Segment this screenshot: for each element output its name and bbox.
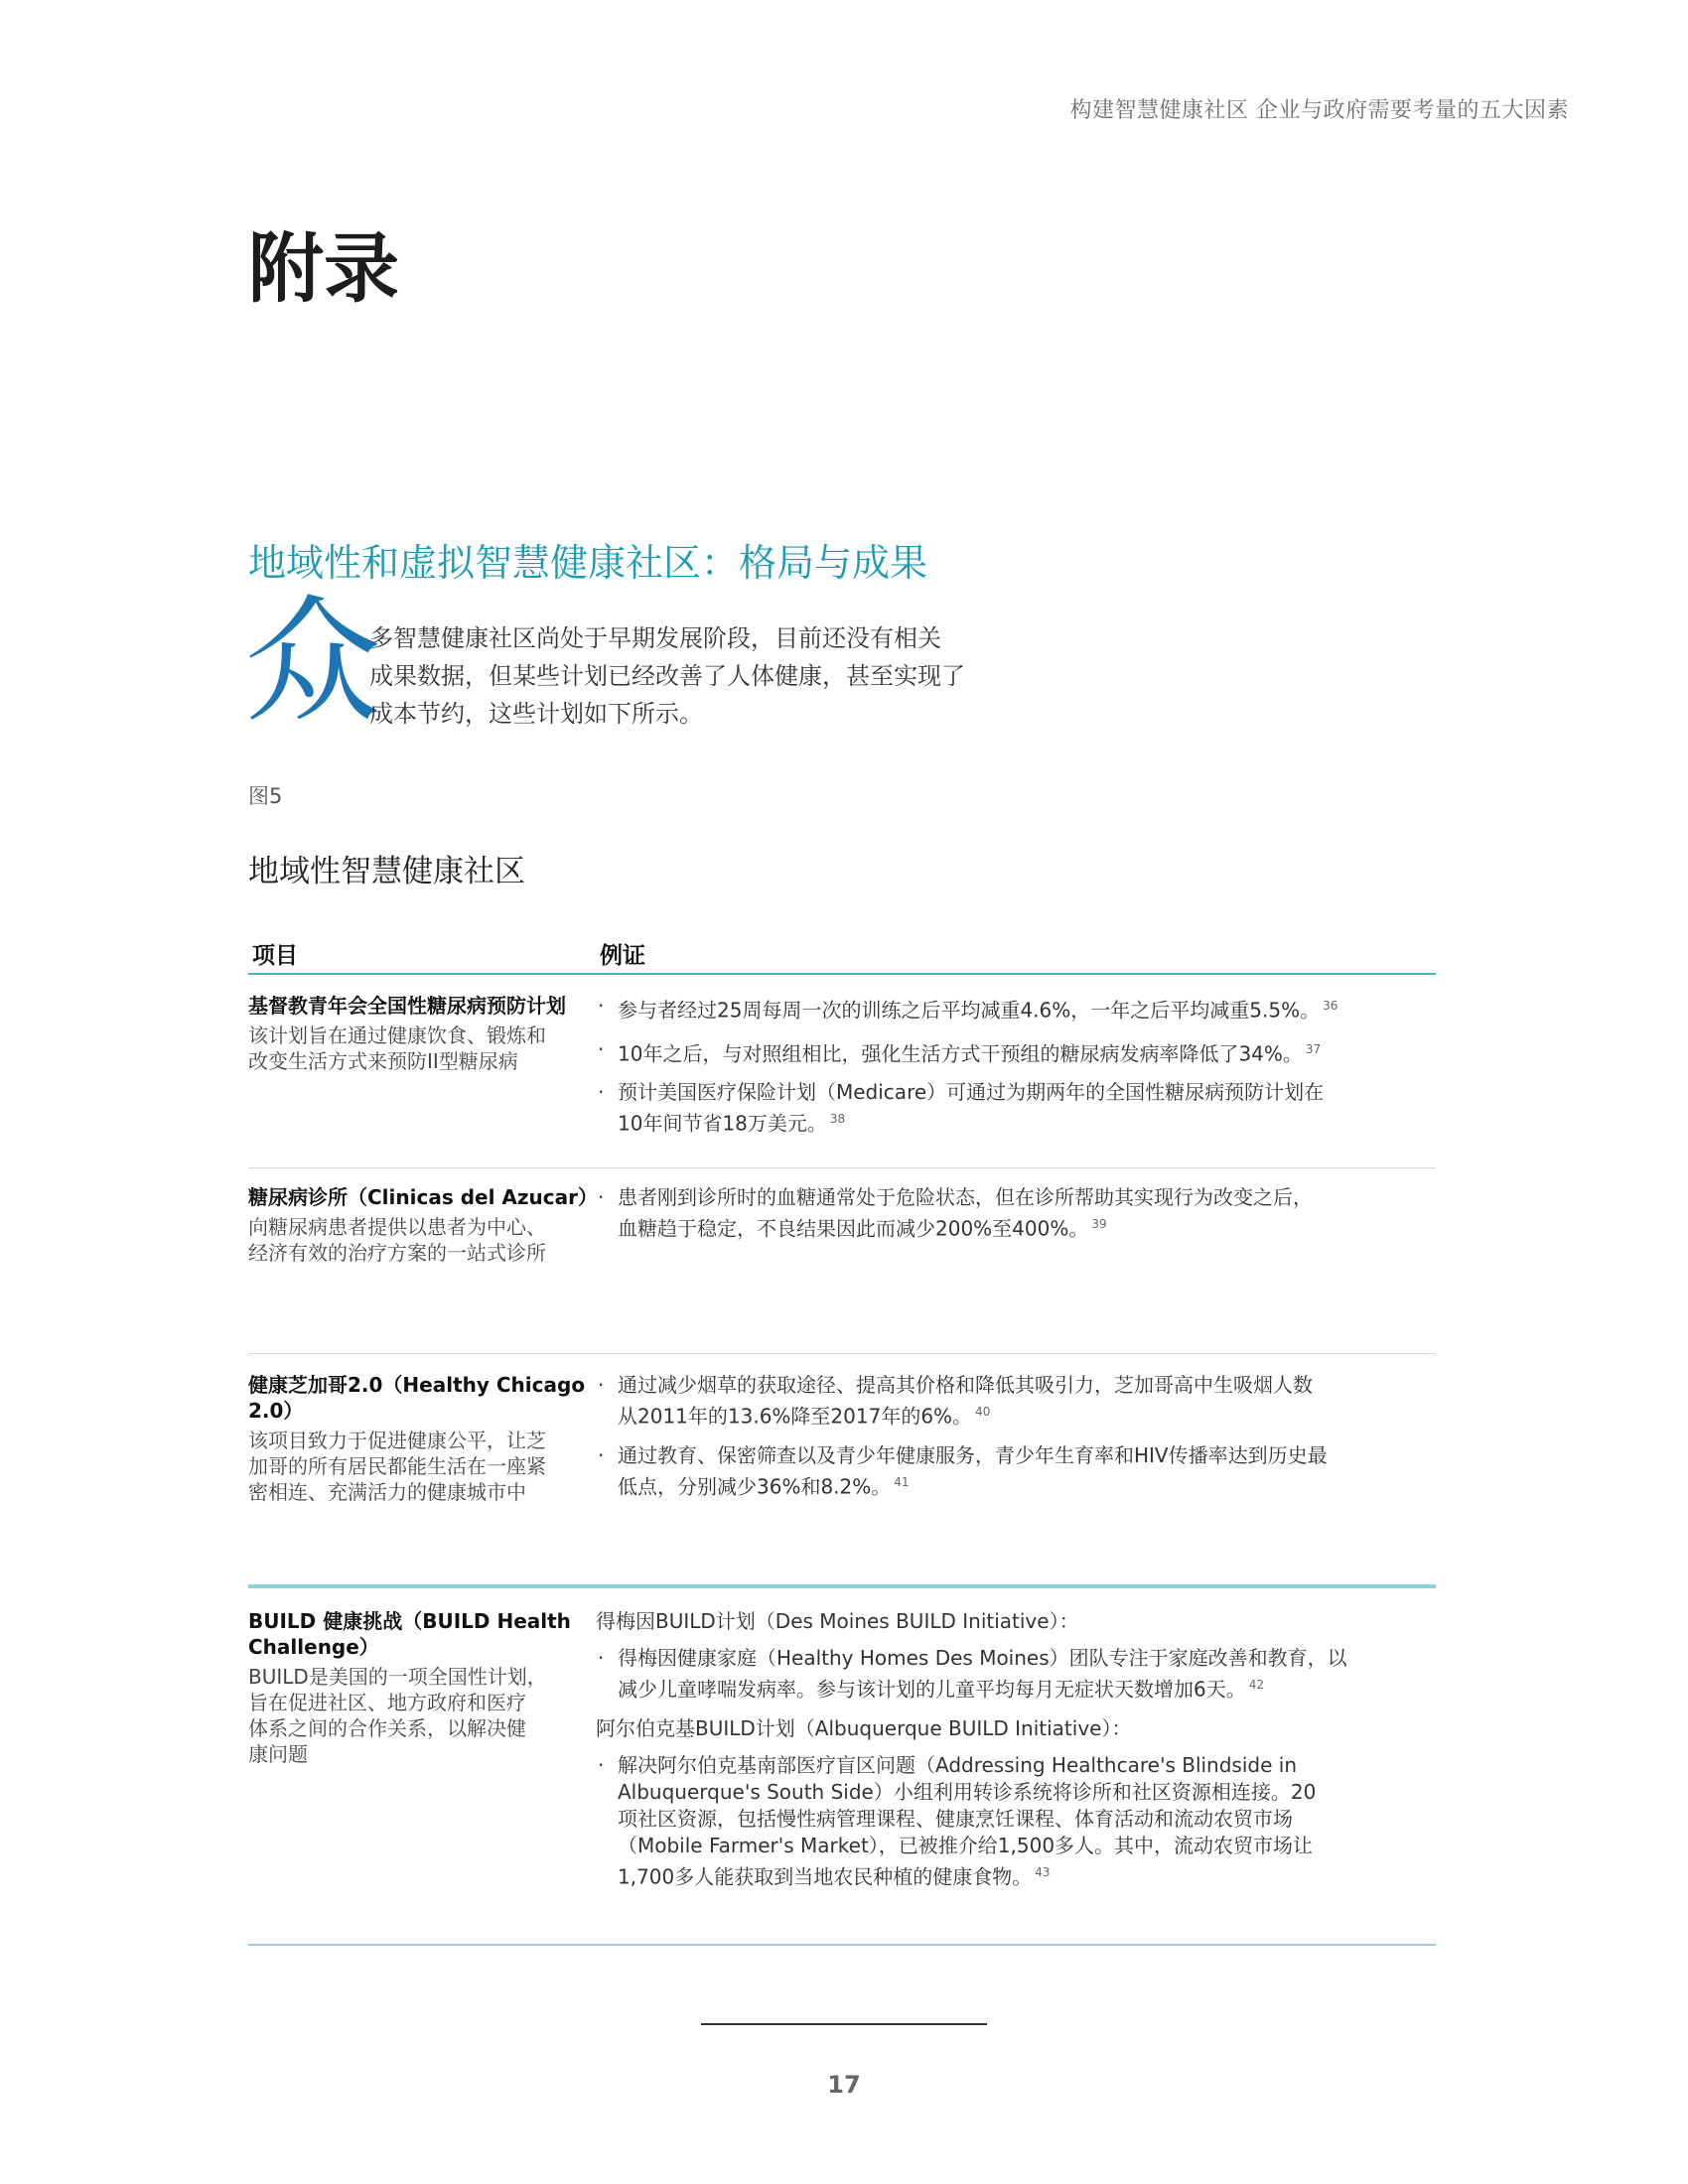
evidence-cell bbox=[596, 1608, 1436, 1926]
evidence-line bbox=[618, 1806, 1436, 1833]
evidence-line bbox=[618, 1833, 1436, 1859]
project-name-line: 基督教青年会全国性糖尿病预防计划 bbox=[248, 994, 566, 1018]
footer-rule bbox=[701, 2023, 987, 2025]
evidence-text: 解决阿尔伯克基南部医疗盲区问题（Addressing Healthcare's Blindside in bbox=[618, 1752, 1297, 1777]
project-cell bbox=[248, 993, 596, 1150]
project-cell bbox=[248, 1184, 596, 1335]
footnote-ref[interactable]: 36 bbox=[1323, 999, 1338, 1013]
evidence-text: 参与者经过25周每周一次的训练之后平均减重4.6%，一年之后平均减重5.5%。 bbox=[618, 998, 1321, 1023]
evidence-line bbox=[618, 1779, 1436, 1806]
bullet-dot: · bbox=[598, 1645, 605, 1670]
table-row bbox=[248, 1168, 1436, 1354]
evidence-line bbox=[618, 993, 1436, 1024]
bullet-dot: · bbox=[598, 1036, 605, 1061]
project-cell bbox=[248, 1608, 596, 1926]
project-name-line: BUILD 健康挑战（BUILD Health bbox=[248, 1608, 571, 1633]
evidence-item bbox=[596, 1442, 1436, 1501]
project-description bbox=[248, 1664, 596, 1767]
page-number: 17 bbox=[827, 2071, 861, 2099]
project-name-line: 健康芝加哥2.0（Healthy Chicago bbox=[248, 1372, 586, 1397]
evidence-text: 通过教育、保密筛查以及青少年健康服务，青少年生育率和HIV传播率达到历史最 bbox=[618, 1442, 1328, 1467]
bullet-dot: · bbox=[598, 1372, 605, 1397]
evidence-line bbox=[618, 1211, 1436, 1243]
table-row bbox=[248, 975, 1436, 1168]
footnote-ref[interactable]: 38 bbox=[829, 1112, 846, 1127]
evidence-text: 从2011年的13.6%降至2017年的6%。 bbox=[618, 1404, 973, 1429]
evidence-list bbox=[596, 1752, 1436, 1891]
dropcap: 众 bbox=[244, 582, 382, 742]
project-name bbox=[248, 1184, 596, 1210]
evidence-text: 10年间节省18万美元。 bbox=[618, 1111, 827, 1136]
bullet-dot: · bbox=[598, 1080, 605, 1105]
footnote-ref[interactable]: 39 bbox=[1091, 1216, 1107, 1231]
project-description-line: 经济有效的治疗方案的一站式诊所 bbox=[248, 1240, 546, 1265]
project-description-line: BUILD是美国的一项全国性计划， bbox=[248, 1664, 547, 1689]
evidence-line bbox=[618, 1372, 1436, 1399]
section-title: 地域性和虚拟智慧健康社区：格局与成果 bbox=[248, 541, 928, 585]
figure-label: 图5 bbox=[248, 784, 283, 808]
evidence-item bbox=[596, 1079, 1436, 1138]
evidence-line bbox=[618, 1106, 1436, 1138]
intro-line: 成果数据，但某些计划已经改善了人体健康，甚至实现了 bbox=[369, 662, 965, 690]
evidence-item bbox=[596, 993, 1436, 1024]
project-name-line: 2.0） bbox=[248, 1398, 304, 1423]
project-name bbox=[248, 1608, 596, 1660]
project-name bbox=[248, 1372, 596, 1424]
evidence-line bbox=[618, 1672, 1436, 1704]
footnote-ref[interactable]: 41 bbox=[894, 1474, 910, 1489]
initiative-heading: 阿尔伯克基BUILD计划（Albuquerque BUILD Initiative）： bbox=[596, 1715, 1132, 1740]
table-row bbox=[248, 1586, 1436, 1946]
evidence-line bbox=[618, 1184, 1436, 1211]
project-description-line: 加哥的所有居民都能生活在一座紧 bbox=[248, 1453, 546, 1478]
project-description bbox=[248, 1023, 596, 1074]
project-description-line: 康问题 bbox=[248, 1741, 308, 1766]
evidence-text: 得梅因健康家庭（Healthy Homes Des Moines）团队专注于家庭改善和教育，以 bbox=[618, 1645, 1347, 1670]
running-header: 构建智慧健康社区 企业与政府需要考量的五大因素 bbox=[1069, 98, 1569, 123]
evidence-line bbox=[618, 1859, 1436, 1891]
project-description-line: 向糖尿病患者提供以患者为中心、 bbox=[248, 1214, 546, 1239]
footnote-ref[interactable]: 43 bbox=[1035, 1864, 1051, 1879]
evidence-text: （Mobile Farmer's Market），已被推介给1,500多人。其中，流动农贸市场让 bbox=[618, 1833, 1314, 1857]
evidence-text: 预计美国医疗保险计划（Medicare）可通过为期两年的全国性糖尿病预防计划在 bbox=[618, 1080, 1325, 1105]
evidence-line bbox=[618, 1442, 1436, 1469]
evidence-cell bbox=[596, 1184, 1436, 1335]
evidence-line bbox=[618, 1752, 1436, 1779]
project-description-line: 体系之间的合作关系，以解决健 bbox=[248, 1715, 526, 1740]
bullet-dot: · bbox=[598, 1184, 605, 1209]
evidence-item bbox=[596, 1372, 1436, 1431]
bullet-dot: · bbox=[598, 1442, 605, 1467]
project-description bbox=[248, 1214, 596, 1266]
evidence-line bbox=[618, 1399, 1436, 1431]
evidence-line bbox=[618, 1469, 1436, 1501]
intro-line: 多智慧健康社区尚处于早期发展阶段，目前还没有相关 bbox=[369, 624, 941, 652]
evidence-item bbox=[596, 1184, 1436, 1243]
evidence-text: 血糖趋于稳定，不良结果因此而减少200%至400%。 bbox=[618, 1216, 1089, 1241]
evidence-text: 患者刚到诊所时的血糖通常处于危险状态，但在诊所帮助其实现行为改变之后， bbox=[618, 1184, 1313, 1209]
evidence-text: 低点，分别减少36%和8.2%。 bbox=[618, 1474, 892, 1499]
footnote-ref[interactable]: 42 bbox=[1248, 1677, 1265, 1692]
column-header-project: 项目 bbox=[252, 943, 298, 969]
evidence-text: 通过减少烟草的获取途径、提高其价格和降低其吸引力，芝加哥高中生吸烟人数 bbox=[618, 1372, 1313, 1397]
evidence-line bbox=[618, 1645, 1436, 1672]
project-cell bbox=[248, 1372, 596, 1567]
column-header-evidence: 例证 bbox=[600, 943, 645, 969]
evidence-list bbox=[596, 1372, 1436, 1500]
project-description-line: 改变生活方式来预防II型糖尿病 bbox=[248, 1049, 518, 1073]
table-row bbox=[248, 1354, 1436, 1586]
project-description-line: 旨在促进社区、地方政府和医疗 bbox=[248, 1690, 526, 1714]
project-name-line: 糖尿病诊所（Clinicas del Azucar） bbox=[248, 1184, 598, 1209]
project-name bbox=[248, 993, 596, 1019]
evidence-list bbox=[596, 993, 1436, 1138]
evidence-text: 10年之后，与对照组相比，强化生活方式干预组的糖尿病发病率降低了34%。 bbox=[618, 1041, 1303, 1066]
evidence-text: 1,700多人能获取到当地农民种植的健康食物。 bbox=[618, 1864, 1033, 1889]
table-header bbox=[248, 937, 1436, 975]
bullet-dot: · bbox=[598, 1752, 605, 1777]
bullet-dot: · bbox=[598, 994, 605, 1018]
intro-paragraph bbox=[369, 619, 1064, 733]
project-name-line: Challenge） bbox=[248, 1634, 379, 1659]
footnote-ref[interactable]: 40 bbox=[975, 1404, 991, 1419]
evidence-text: Albuquerque's South Side）小组利用转诊系统将诊所和社区资源相连接。20 bbox=[618, 1779, 1317, 1804]
table-body bbox=[248, 975, 1436, 1946]
evidence-cell bbox=[596, 1372, 1436, 1567]
evidence-line bbox=[618, 1079, 1436, 1106]
evidence-list bbox=[596, 1645, 1436, 1704]
project-description-line: 该项目致力于促进健康公平，让芝 bbox=[248, 1428, 546, 1452]
evidence-item bbox=[596, 1752, 1436, 1891]
projects-table bbox=[248, 937, 1436, 1946]
evidence-text: 项社区资源，包括慢性病管理课程、健康烹饪课程、体育活动和流动农贸市场 bbox=[618, 1806, 1293, 1831]
evidence-list bbox=[596, 1184, 1436, 1243]
evidence-text: 减少儿童哮喘发病率。参与该计划的儿童平均每月无症状天数增加6天。 bbox=[618, 1677, 1246, 1702]
project-description-line: 该计划旨在通过健康饮食、锻炼和 bbox=[248, 1024, 546, 1047]
evidence-line bbox=[618, 1036, 1436, 1068]
chapter-title: 附录 bbox=[248, 224, 399, 313]
evidence-item bbox=[596, 1036, 1436, 1068]
intro-line: 成本节约，这些计划如下所示。 bbox=[369, 700, 703, 728]
project-description bbox=[248, 1428, 596, 1505]
table-title: 地域性智慧健康社区 bbox=[248, 854, 525, 889]
project-description-line: 密相连、充满活力的健康城市中 bbox=[248, 1479, 526, 1504]
evidence-cell bbox=[596, 993, 1436, 1150]
evidence-item bbox=[596, 1645, 1436, 1704]
footnote-ref[interactable]: 37 bbox=[1305, 1041, 1322, 1056]
initiative-heading: 得梅因BUILD计划（Des Moines BUILD Initiative）： bbox=[596, 1608, 1079, 1633]
